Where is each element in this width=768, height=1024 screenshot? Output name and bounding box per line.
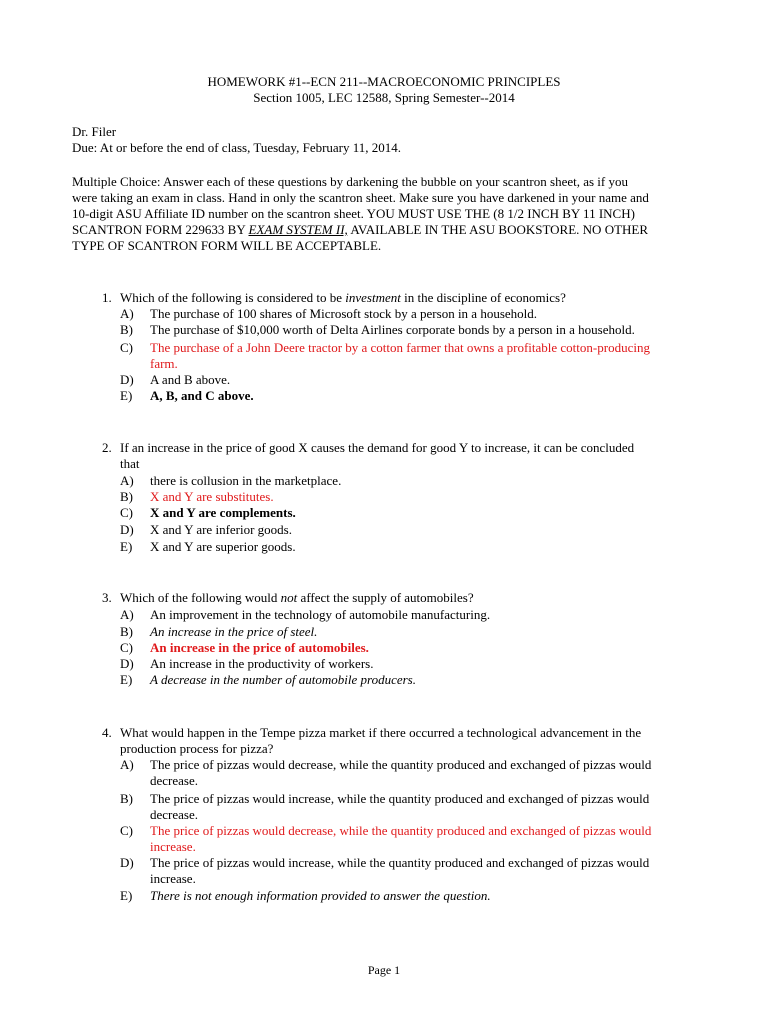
instructor-name: Dr. Filer: [72, 124, 117, 139]
question-number: 1.: [102, 290, 112, 305]
question-text: If an increase in the price of good X causes the demand for good Y to increase, it can be concluded that: [120, 440, 635, 471]
instructions-line: SCANTRON FORM 229633 BY EXAM SYSTEM II, AVAILABLE IN THE ASU BOOKSTORE. NO OTHER: [72, 222, 649, 237]
question-number: 3.: [102, 590, 112, 605]
document-title: HOMEWORK #1--ECN 211--MACROECONOMIC PRINCIPLES: [207, 74, 561, 89]
due-date: Due: At or before the end of class, Tuesday, February 11, 2014.: [72, 140, 402, 155]
exam-system-name: EXAM SYSTEM II,: [248, 222, 348, 237]
question-number: 4.: [102, 725, 112, 740]
question-number: 2.: [102, 440, 112, 455]
question-text: Which of the following is considered to be investment in the discipline of economics?: [120, 290, 566, 305]
question-text: What would happen in the Tempe pizza market if there occurred a technological advancement in the production process for pizza?: [120, 725, 642, 756]
document-page: HOMEWORK #1--ECN 211--MACROECONOMIC PRINCIPLES Section 1005, LEC 12588, Spring Semester--2014 Dr. Filer Due: At or before the end of class, Tuesday, February 11, 2014. Multiple Choice: Answer each of these questions by darkening the bubble on your scantron sheet, as if you were taking an exam in class. Hand in only the scantron sheet. Make sure you have darkened in your name and 10-digit ASU Affiliate ID number on the scantron sheet. YOU MUST USE THE (8 1/2 INCH BY 11 INCH) SCANTRON FORM 229633 BY EXAM SYSTEM II, AVAILABLE IN THE ASU BOOKSTORE. NO OTHER TYPE OF SCANTRON FORM WILL BE ACCEPTABLE. 1. Which of the following is considered to be investment in the discipline of economics? A) The purchase of 100 shares of Microsoft stock by a person in a household. B) The purchase of $10,000 worth of Delta Airlines corporate bonds by a person in a household. C) The purchase of a John Deere tractor by a cotton farmer that owns a profitable cotton-producing farm. D) A and B above. E) A, B, and C above. 2. If an increase in the price of good X causes the demand for good Y to increase, it can be concluded that A) there is collusion in the marketplace. B) X and Y are substitutes. C) X and Y are complements. D) X and Y are inferior goods. E) X and Y are superior goods. 3. Which of the following would not affect the supply of automobiles? A) An improvement in the technology of automobile manufacturing. B) An increase in the price of steel. C) An increase in the price of automobiles. D) An increase in the productivity of workers. E) A decrease in the number of automobile producers. 4. What would happen in the Tempe pizza market if there occurred a technological advancement in the production process for pizza? A) The price of pizzas would decrease, while the quantity produced and exchanged of pizzas would decrease. B) The price of pizzas would increase, while the quantity produced and exchanged of pizzas would decrease. C) The price of pizzas would decrease, while the quantity produced and exchanged of pizzas would increase. D) The price of pizzas would increase, while the quantity produced and exchanged of pizzas would increase. E) There is not enough information provided to answer the question. Page 1: [0, 0, 768, 1024]
instructions-line: 10-digit ASU Affiliate ID number on the scantron sheet. YOU MUST USE THE (8 1/2 INCH BY 11 INCH): [72, 206, 635, 221]
instructions-line: Multiple Choice: Answer each of these questions by darkening the bubble on your scantron sheet, as if you: [72, 174, 628, 189]
question-text: Which of the following would not affect the supply of automobiles?: [120, 590, 474, 605]
section-line: Section 1005, LEC 12588, Spring Semester--2014: [253, 90, 515, 105]
page-number: Page 1: [367, 963, 401, 977]
instructions-line: TYPE OF SCANTRON FORM WILL BE ACCEPTABLE.: [72, 238, 382, 253]
instructions-line: were taking an exam in class. Hand in only the scantron sheet. Make sure you have darkened in your name and: [72, 190, 649, 205]
instructions-paragraph: [72, 174, 702, 254]
